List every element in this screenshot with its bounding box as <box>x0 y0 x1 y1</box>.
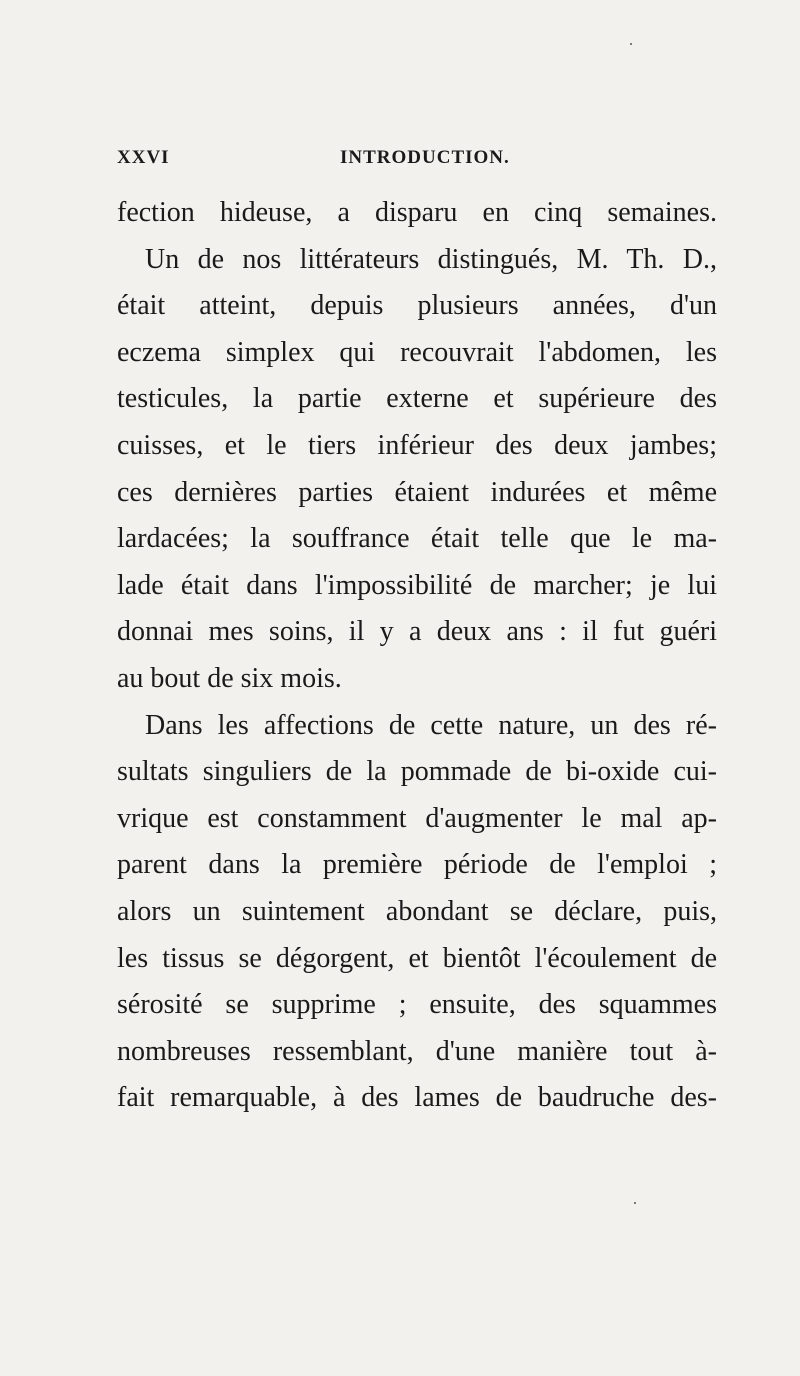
text-line: était atteint, depuis plusieurs années, d'un <box>117 290 717 322</box>
text-line: alors un suintement abondant se déclare, puis, <box>117 895 717 927</box>
paper-speck <box>634 1202 636 1204</box>
text-line: au bout de six mois. <box>117 662 342 694</box>
text-line: ces dernières parties étaient indurées et même <box>117 476 717 508</box>
text-line: lardacées; la souffrance était telle que le ma- <box>117 523 717 555</box>
text-line: cuisses, et le tiers inférieur des deux jambes; <box>117 429 717 461</box>
text-line: sultats singuliers de la pommade de bi-oxide cui- <box>117 756 717 788</box>
paper-speck <box>630 43 632 45</box>
text-line: nombreuses ressemblant, d'une manière tout à- <box>117 1035 717 1067</box>
running-title: INTRODUCTION. <box>340 147 510 168</box>
text-line: testicules, la partie externe et supérieure des <box>117 383 717 415</box>
running-head <box>117 147 717 177</box>
page-number: XXVI <box>117 147 170 168</box>
text-line: eczema simplex qui recouvrait l'abdomen, les <box>117 336 717 368</box>
text-line: lade était dans l'impossibilité de marcher; je lui <box>117 569 717 601</box>
text-line: donnai mes soins, il y a deux ans : il fut guéri <box>117 616 717 648</box>
text-line: parent dans la première période de l'emploi ; <box>117 849 717 881</box>
text-line: vrique est constamment d'augmenter le mal ap- <box>117 802 717 834</box>
text-line: sérosité se supprime ; ensuite, des squammes <box>117 989 717 1021</box>
text-line: fection hideuse, a disparu en cinq semaines. <box>117 197 717 228</box>
body-text <box>117 190 717 1122</box>
text-line: fait remarquable, à des lames de baudruche des- <box>117 1082 717 1114</box>
text-line: Dans les affections de cette nature, un des ré- <box>145 709 717 741</box>
text-line: les tissus se dégorgent, et bientôt l'écoulement de <box>117 942 717 974</box>
text-line: Un de nos littérateurs distingués, M. Th. D., <box>145 243 717 275</box>
